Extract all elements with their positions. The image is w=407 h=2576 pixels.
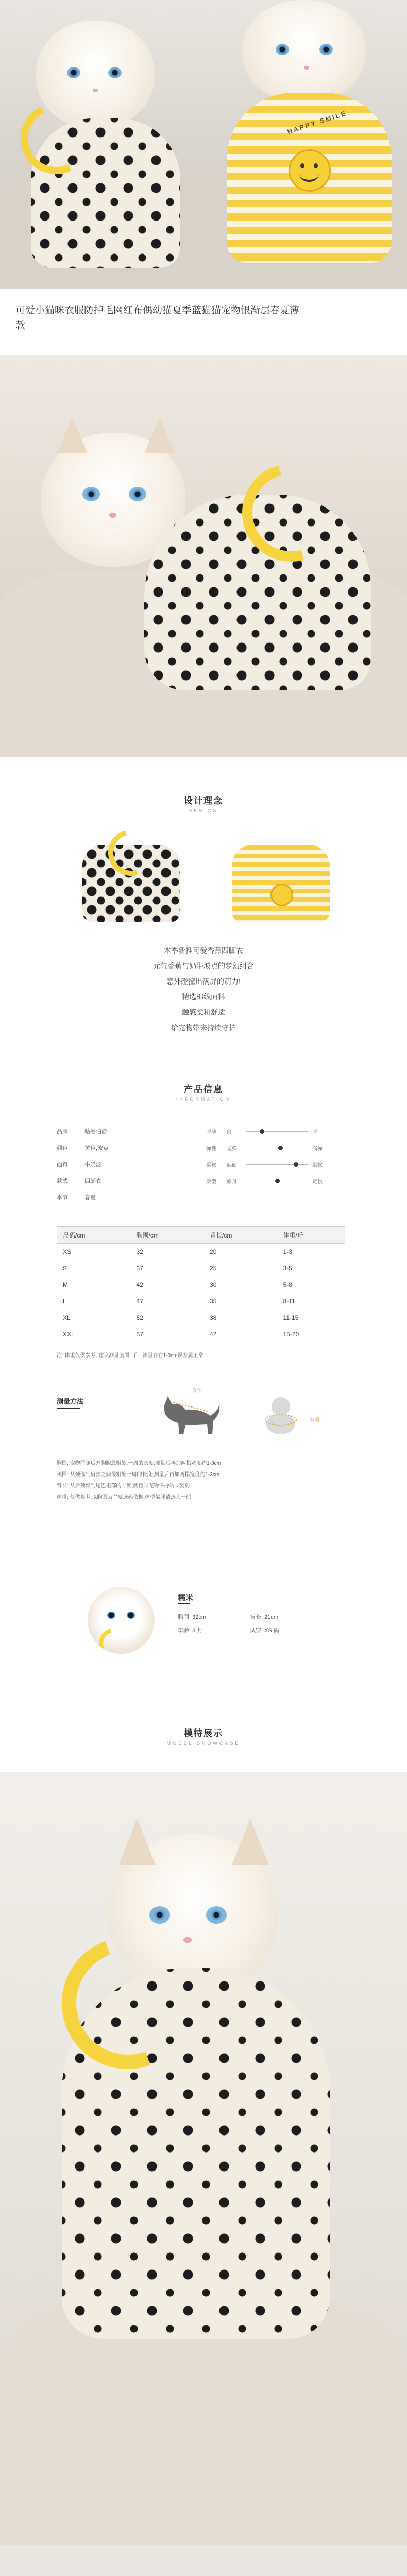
size-cell: 42 bbox=[210, 1331, 217, 1338]
table-row bbox=[57, 1310, 345, 1326]
scale-min: 薄 bbox=[227, 1129, 232, 1136]
cat-ear bbox=[144, 417, 175, 453]
cat-left-eye bbox=[108, 67, 122, 78]
scale-label: 厚薄: bbox=[206, 1129, 218, 1136]
size-cell: 1-3 bbox=[283, 1248, 292, 1256]
size-cell: 52 bbox=[136, 1314, 143, 1321]
scale-max: 柔软 bbox=[312, 1162, 323, 1168]
model-stat bbox=[250, 1626, 322, 1634]
cat-right-eye bbox=[276, 44, 289, 55]
cat-ear bbox=[118, 1819, 156, 1865]
model-stat-label: 年龄: bbox=[178, 1628, 191, 1634]
size-header-cell: 胸围/cm bbox=[130, 1227, 204, 1244]
attribute-row bbox=[57, 1140, 191, 1156]
cat-left-nose bbox=[93, 89, 98, 92]
measure-title-underline bbox=[57, 1408, 80, 1409]
size-cell: 15-20 bbox=[283, 1331, 299, 1338]
scale-row bbox=[206, 1140, 361, 1156]
measure-list bbox=[57, 1458, 355, 1503]
size-cell: 57 bbox=[136, 1331, 143, 1338]
model-stat bbox=[178, 1626, 250, 1634]
smiley-icon bbox=[289, 149, 331, 192]
measure-item bbox=[57, 1492, 355, 1503]
size-cell: M bbox=[63, 1281, 68, 1289]
scale-track bbox=[246, 1164, 308, 1165]
design-concept-section bbox=[0, 757, 407, 1061]
lifestyle-photo-1 bbox=[0, 355, 407, 757]
size-table bbox=[57, 1226, 345, 1343]
size-cell: 8-11 bbox=[283, 1298, 295, 1305]
scale-max: 高弹 bbox=[312, 1146, 323, 1152]
attribute-value: 咕噜伯爵 bbox=[84, 1129, 107, 1135]
size-table-wrap bbox=[57, 1226, 345, 1360]
scale-max: 厚 bbox=[312, 1129, 317, 1136]
title-block bbox=[0, 289, 407, 355]
measure-item bbox=[57, 1469, 355, 1481]
attribute-value: 四脚衣 bbox=[84, 1178, 101, 1184]
size-cell: 38 bbox=[210, 1314, 217, 1321]
attribute-label: 面料: bbox=[57, 1162, 70, 1168]
scale-knob bbox=[260, 1129, 264, 1134]
size-cell: 20 bbox=[210, 1248, 217, 1256]
model-stat-value: 21cm bbox=[264, 1614, 279, 1620]
showcase-header bbox=[0, 1700, 407, 1772]
cat-silhouette-icon bbox=[155, 1391, 222, 1437]
model-name-underline bbox=[178, 1603, 190, 1604]
model-stat-value: 3 月 bbox=[192, 1628, 203, 1634]
size-cell: 25 bbox=[210, 1265, 217, 1272]
cat-eye bbox=[206, 1906, 227, 1924]
cat-right-eye bbox=[319, 44, 333, 55]
scale-knob bbox=[278, 1146, 283, 1150]
concept-line: 触感柔和舒适 bbox=[182, 1008, 225, 1016]
attribute-value: 春夏 bbox=[84, 1195, 96, 1201]
attribute-label: 季节: bbox=[57, 1195, 70, 1201]
scale-label: 版型: bbox=[206, 1179, 218, 1185]
size-header-cell: 尺码/cm bbox=[57, 1227, 130, 1244]
model-stat-value: 32cm bbox=[192, 1614, 207, 1620]
model-stats bbox=[178, 1613, 322, 1634]
smiley-mouth-icon bbox=[299, 166, 319, 182]
size-cell: XS bbox=[63, 1248, 72, 1256]
scale-min: 无弹 bbox=[227, 1146, 237, 1152]
cat-eye bbox=[82, 487, 100, 501]
outfit-badge-text: HAPPY SMILE bbox=[286, 109, 348, 136]
scale-label: 弹性: bbox=[206, 1146, 218, 1152]
size-cell: 5-8 bbox=[283, 1281, 292, 1289]
size-cell: 47 bbox=[136, 1298, 143, 1305]
product-title: 可爱小猫咪衣服防掉毛网红布偶幼猫夏季蓝猫猫宠物银渐层春夏薄款 bbox=[15, 305, 300, 331]
measure-key: 颈围: bbox=[57, 1472, 69, 1478]
attribute-row bbox=[57, 1156, 191, 1173]
size-cell: 42 bbox=[136, 1281, 143, 1289]
cat-nose bbox=[183, 1937, 192, 1943]
product-info-section bbox=[0, 1061, 407, 1577]
cat-eye bbox=[129, 487, 146, 501]
concept-line: 精选棉线面料 bbox=[182, 993, 225, 1001]
showcase-photo-2 bbox=[0, 2545, 407, 2576]
sofa-cushion bbox=[0, 2308, 407, 2545]
banana-icon bbox=[93, 1622, 135, 1654]
model-stat-label: 试穿: bbox=[250, 1628, 263, 1634]
avatar-eye bbox=[127, 1612, 135, 1619]
scale-knob bbox=[294, 1162, 298, 1167]
concept-line: 本季新推可爱香蕉四脚衣 bbox=[164, 946, 243, 955]
cat-left-eye bbox=[67, 67, 80, 78]
attribute-label: 品牌: bbox=[57, 1129, 70, 1135]
size-cell: XXL bbox=[63, 1331, 75, 1338]
table-row bbox=[57, 1260, 345, 1277]
scale-label: 柔软: bbox=[206, 1162, 218, 1168]
table-row bbox=[57, 1244, 345, 1261]
size-table-header bbox=[57, 1227, 345, 1244]
cat-nose bbox=[109, 513, 116, 518]
scale-min: 偏硬 bbox=[227, 1162, 237, 1168]
cat-eye bbox=[149, 1906, 170, 1924]
size-cell: 35 bbox=[210, 1298, 217, 1305]
scale-row bbox=[206, 1156, 361, 1173]
attribute-label: 颜色: bbox=[57, 1145, 70, 1151]
showcase-photo-1 bbox=[0, 1772, 407, 2545]
table-row bbox=[57, 1293, 345, 1310]
size-header-cell: 体重/斤 bbox=[277, 1227, 345, 1244]
dog-silhouette-icon bbox=[258, 1391, 304, 1437]
measure-label-chest: 胸围 bbox=[309, 1418, 319, 1423]
concept-line: 元气香蕉与奶牛波点的梦幻组合 bbox=[153, 962, 254, 970]
size-note: 注: 体重仅供参考, 建议测量胸围, 手工测量存在1-3cm误差属正常 bbox=[57, 1353, 204, 1359]
concept-subtitle: DESIGN bbox=[188, 808, 219, 814]
avatar-eye bbox=[107, 1612, 115, 1619]
size-cell: XL bbox=[63, 1314, 71, 1321]
scale-row bbox=[206, 1173, 361, 1189]
scale-knob bbox=[275, 1179, 280, 1183]
smiley-icon bbox=[270, 884, 293, 906]
attribute-value: 牛奶丝 bbox=[84, 1162, 101, 1168]
measure-title: 测量方法 bbox=[57, 1398, 84, 1405]
measure-value: 宠物前腿后方胸腔最粗处,一周的长度;测量后再加两指宽度约1-3cm bbox=[70, 1461, 221, 1466]
cat-right-head bbox=[242, 0, 366, 103]
size-cell: 30 bbox=[210, 1281, 217, 1289]
measure-key: 背长: bbox=[57, 1483, 69, 1489]
scale-row bbox=[206, 1123, 361, 1140]
measure-value: 从颈部到肩部之间最粗处一周的长度;测量后再加两指宽度约1-3cm bbox=[70, 1472, 220, 1478]
model-stat bbox=[250, 1613, 322, 1621]
table-row bbox=[57, 1326, 345, 1343]
measure-value: 从后颈部到尾巴根部的长度,测量时宠物保持站立姿势 bbox=[70, 1483, 190, 1489]
cat-ear bbox=[57, 417, 88, 453]
scale-track bbox=[246, 1131, 308, 1132]
measure-item bbox=[57, 1481, 355, 1492]
table-row bbox=[57, 1277, 345, 1293]
info-subtitle: INFORMATION bbox=[176, 1097, 231, 1102]
hero-photo bbox=[0, 0, 407, 289]
attribute-row bbox=[57, 1189, 191, 1206]
model-stat-label: 背长: bbox=[250, 1614, 263, 1620]
size-header-cell: 背长/cm bbox=[204, 1227, 277, 1244]
model-stat-label: 胸围: bbox=[178, 1614, 191, 1620]
cat-ear bbox=[232, 1819, 269, 1865]
measure-item bbox=[57, 1458, 355, 1469]
measure-key: 胸围: bbox=[57, 1461, 69, 1466]
attribute-row bbox=[57, 1123, 191, 1140]
attribute-row bbox=[57, 1173, 191, 1189]
scale-max: 宽松 bbox=[312, 1179, 323, 1185]
concept-line: 意外碰撞出满屏的萌力! bbox=[166, 977, 241, 986]
concept-line: 给宠物带来持续守护 bbox=[171, 1024, 236, 1032]
showcase-subtitle: MODEL SHOWCASE bbox=[166, 1741, 241, 1746]
size-cell: 32 bbox=[136, 1248, 143, 1256]
measure-label-back: 背长 bbox=[192, 1388, 202, 1394]
size-cell: 3-5 bbox=[283, 1265, 292, 1272]
measure-key: 体重: bbox=[57, 1495, 69, 1500]
showcase-title: 模特展示 bbox=[184, 1728, 223, 1738]
model-avatar bbox=[88, 1587, 155, 1654]
model-card-section bbox=[0, 1577, 407, 1700]
info-title: 产品信息 bbox=[184, 1084, 223, 1094]
scale-min: 修身 bbox=[227, 1179, 237, 1185]
size-cell: 37 bbox=[136, 1265, 143, 1272]
attribute-label: 款式: bbox=[57, 1178, 70, 1184]
attribute-value: 黄色,波点 bbox=[84, 1145, 109, 1151]
cat-right-nose bbox=[304, 66, 309, 70]
attribute-scales bbox=[206, 1123, 361, 1189]
concept-text bbox=[0, 943, 407, 1036]
model-stat bbox=[178, 1613, 250, 1621]
size-cell: L bbox=[63, 1298, 66, 1305]
size-cell: S bbox=[63, 1265, 67, 1272]
size-cell: 11-15 bbox=[283, 1314, 299, 1321]
model-name: 糯米 bbox=[178, 1594, 194, 1602]
concept-title: 设计理念 bbox=[184, 796, 223, 806]
attribute-list bbox=[57, 1123, 191, 1206]
model-stat-value: XS 码 bbox=[264, 1628, 279, 1634]
measure-value: 仅供参考,以胸围为主要选码依据,体型偏胖请选大一码 bbox=[70, 1495, 192, 1500]
